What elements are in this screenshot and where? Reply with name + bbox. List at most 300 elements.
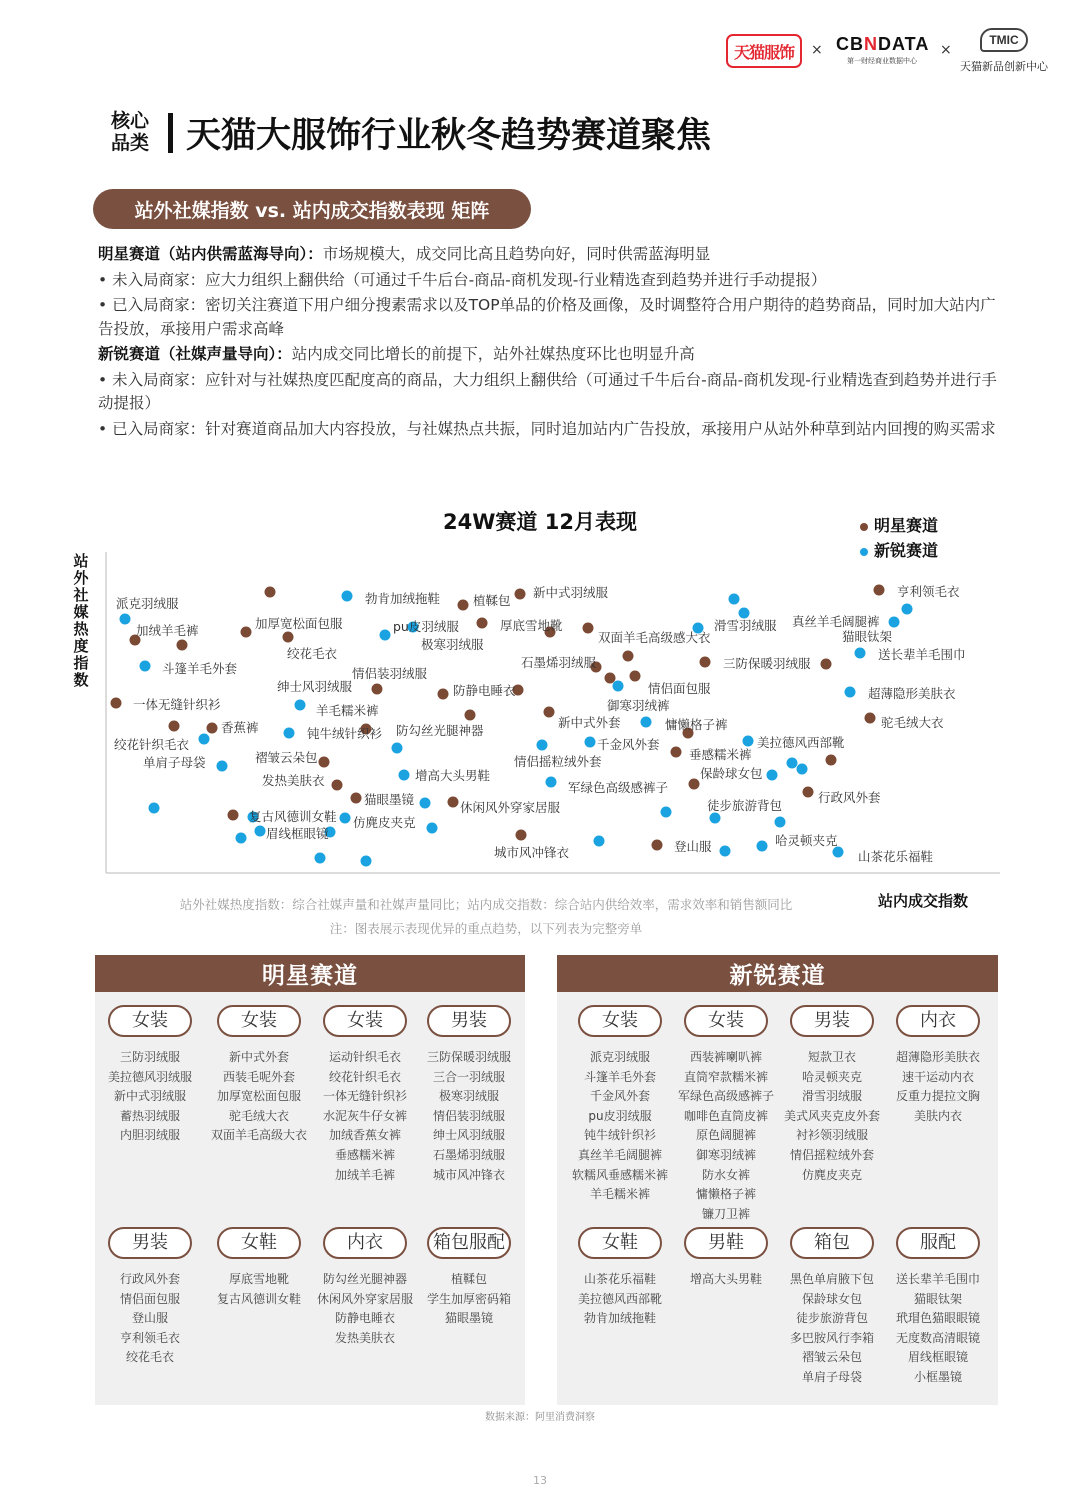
- new-track-panel: [557, 955, 998, 1405]
- list-item: 褶皱云朵包: [801, 1350, 862, 1365]
- separator-x: ×: [940, 42, 952, 58]
- new-track-point: [710, 813, 721, 824]
- cbndata-subtitle: 第一财经商业数据中心: [847, 57, 917, 65]
- list-item: 单肩子母袋: [801, 1369, 862, 1384]
- item-list: [885, 1048, 991, 1126]
- core-label-line2: 品类: [110, 132, 149, 154]
- new-track-desc: [98, 343, 1004, 367]
- new-track-point: [255, 826, 266, 837]
- point-label: 慵懒格子裤: [665, 717, 728, 732]
- category-tag: 箱包: [790, 1227, 874, 1259]
- list-item: 猫眼墨镜: [444, 1311, 493, 1326]
- list-item: 速干运动内衣: [901, 1069, 974, 1084]
- core-label-line1: 核心: [110, 110, 149, 132]
- star-track-point: [821, 659, 832, 670]
- list-item: 双面羊毛高级大衣: [210, 1128, 307, 1143]
- star-track-point: [583, 623, 594, 634]
- list-item: 美式风夹克皮外套: [783, 1108, 880, 1123]
- point-label: 军绿色高级感裤子: [568, 780, 669, 795]
- point-label: 双面羊毛高级感大衣: [598, 630, 711, 645]
- new-track-point: [149, 803, 160, 814]
- star-track-point: [228, 810, 239, 821]
- point-label: 三防保暖羽绒服: [723, 656, 811, 671]
- star-track-point: [465, 710, 476, 721]
- point-label: 猫眼钛架: [842, 629, 893, 644]
- tmall-fashion-logo: 天猫服饰: [726, 34, 802, 68]
- point-label: 垂感糯米裤: [689, 747, 752, 762]
- list-item: 多巴胺风行李箱: [789, 1330, 874, 1345]
- legend-new-label: 新锐赛道: [874, 541, 939, 560]
- list-item: 玳瑁色猫眼眼镜: [895, 1311, 980, 1326]
- list-item: 情侣装羽绒服: [432, 1108, 505, 1123]
- category-tag: 女装: [108, 1005, 192, 1037]
- list-item: 增高大头男鞋: [689, 1272, 762, 1286]
- list-item: 山茶花乐福鞋: [583, 1272, 656, 1286]
- list-item: 运动针织毛衣: [328, 1050, 401, 1064]
- tmic-badge: TMIC: [980, 28, 1028, 52]
- star-track-point: [477, 618, 488, 629]
- category-column: [416, 1227, 522, 1329]
- new-track-point: [217, 761, 228, 772]
- point-label: 滑雪羽绒服: [714, 618, 777, 633]
- list-item: 羊毛糯米裤: [589, 1187, 650, 1202]
- star-track-point: [700, 657, 711, 668]
- list-item: 亨利领毛衣: [119, 1330, 180, 1345]
- list-item: 徒步旅游背包: [795, 1311, 868, 1326]
- list-item: 休闲风外穿家居服: [316, 1291, 413, 1306]
- separator-x: ×: [811, 42, 823, 58]
- new-track-point: [140, 661, 151, 672]
- category-tag: 服配: [896, 1227, 980, 1259]
- point-label: 加厚宽松面包服: [255, 616, 343, 631]
- new-track-point: [902, 604, 913, 615]
- star-track-point: [689, 779, 700, 790]
- list-item: 城市风冲锋衣: [432, 1167, 505, 1182]
- category-column: [416, 1005, 522, 1185]
- item-list: [97, 1048, 203, 1146]
- star-track-point: [448, 797, 459, 808]
- cbn-text-n: N: [864, 34, 878, 54]
- star-track-point: [207, 723, 218, 734]
- list-item: 三合一羽绒服: [432, 1069, 505, 1084]
- page-number: 13: [533, 1474, 547, 1487]
- point-label: 防勾丝光腿神器: [396, 723, 484, 738]
- point-label: 褶皱云朵包: [255, 750, 318, 765]
- list-item: 美拉德风西部靴: [577, 1291, 662, 1306]
- point-label: 绞花毛衣: [287, 646, 338, 661]
- star-track-point: [111, 698, 122, 709]
- list-item: 咖啡色直筒皮裤: [683, 1108, 768, 1123]
- star-track-point: [351, 793, 362, 804]
- item-list: [312, 1048, 418, 1185]
- star-track-point: [319, 757, 330, 768]
- new-track-point: [399, 770, 410, 781]
- point-label: 御寒羽绒裤: [607, 698, 670, 713]
- bullet-item: • 已入局商家：针对赛道商品加大内容投放，与社媒热点共振，同时追加站内广告投放，承接用户从站外种草到站内回搜的购买需求: [98, 419, 996, 438]
- list-item: 情侣摇粒绒外套: [789, 1147, 874, 1162]
- cbn-text-b: DATA: [878, 34, 930, 54]
- new-track-point: [546, 777, 557, 788]
- category-tag: 女装: [578, 1005, 662, 1037]
- list-item: 情侣面包服: [119, 1291, 180, 1306]
- point-label: 新中式羽绒服: [533, 585, 609, 600]
- list-item: 美肤内衣: [913, 1108, 962, 1123]
- new-track-point: [420, 798, 431, 809]
- legend-star-label: 明星赛道: [874, 516, 939, 535]
- category-column: [567, 1005, 673, 1205]
- list-item: 学生加厚密码箱: [426, 1291, 511, 1306]
- category-tag: 女鞋: [217, 1227, 301, 1259]
- list-item: 加绒香蕉女裤: [328, 1128, 401, 1143]
- category-tag: 男鞋: [684, 1227, 768, 1259]
- list-item: 哈灵顿夹克: [801, 1069, 862, 1084]
- new-track-point: [120, 614, 131, 625]
- category-column: [312, 1227, 418, 1348]
- point-label: 石墨烯羽绒服: [521, 655, 597, 670]
- star-track-point: [372, 684, 383, 695]
- star-track-point: [332, 780, 343, 791]
- point-label: 哈灵顿夹克: [775, 833, 838, 848]
- list-item: 绞花针织毛衣: [328, 1069, 401, 1084]
- star-track-desc: [98, 243, 1004, 267]
- new-track-point: [315, 853, 326, 864]
- new-track-title: 新锐赛道: [557, 955, 998, 992]
- point-label: 眉线框眼镜: [266, 826, 329, 841]
- list-item: 原色阔腿裤: [695, 1128, 756, 1143]
- category-tag: 内衣: [896, 1005, 980, 1037]
- point-label: 植鞣包: [473, 593, 511, 608]
- list-item: 小框墨镜: [913, 1369, 962, 1384]
- point-label: 保龄球女包: [700, 766, 763, 781]
- category-tag: 男装: [108, 1227, 192, 1259]
- list-item: 派克羽绒服: [589, 1050, 650, 1064]
- item-list: [206, 1048, 312, 1146]
- category-column: [206, 1227, 312, 1309]
- list-item: 三防保暖羽绒服: [426, 1050, 511, 1064]
- list-item: 真丝羊毛阔腿裤: [577, 1147, 662, 1162]
- list-item: 滑雪羽绒服: [801, 1089, 862, 1104]
- point-label: 驼毛绒大衣: [881, 715, 944, 730]
- star-track-point: [544, 707, 555, 718]
- item-list: [312, 1270, 418, 1348]
- star-track-heading: 明星赛道（站内供需蓝海导向）：: [98, 245, 323, 263]
- star-track-point: [826, 755, 837, 766]
- point-label: 猫眼墨镜: [364, 792, 415, 807]
- list-item: 防勾丝光腿神器: [322, 1272, 407, 1286]
- new-track-point: [199, 734, 210, 745]
- point-label: 勃肯加绒拖鞋: [365, 591, 441, 606]
- chart-title: 24W赛道 12月表现: [443, 510, 637, 534]
- list-item: 无度数高清眼镜: [895, 1330, 980, 1345]
- data-source: 数据来源：阿里消费洞察: [485, 1412, 595, 1423]
- item-list: [416, 1048, 522, 1185]
- title-divider: [168, 113, 173, 153]
- point-label: 发热美肤衣: [262, 773, 325, 788]
- point-label: 派克羽绒服: [116, 596, 179, 611]
- list-item: 新中式羽绒服: [113, 1089, 186, 1104]
- item-list: [885, 1270, 991, 1388]
- new-track-point: [855, 648, 866, 659]
- list-item: 慵懒格子裤: [695, 1187, 756, 1202]
- point-label: 极寒羽绒服: [421, 637, 484, 652]
- star-track-point: [652, 840, 663, 851]
- new-track-point: [427, 823, 438, 834]
- star-track-point: [865, 713, 876, 724]
- item-list: [673, 1048, 779, 1224]
- star-track-point: [630, 671, 641, 682]
- new-track-point: [787, 758, 798, 769]
- star-track-point: [283, 632, 294, 643]
- star-track-panel: [95, 955, 525, 1405]
- new-track-point: [284, 728, 295, 739]
- list-item: 直筒窄款糯米裤: [683, 1069, 768, 1084]
- new-track-point: [585, 737, 596, 748]
- chart-labels: [114, 584, 966, 864]
- core-category-label: [104, 110, 156, 154]
- list-item: 复古风德训女鞋: [216, 1291, 301, 1306]
- star-track-summary: 市场规模大，成交同比高且趋势向好，同时供需蓝海明显: [322, 245, 711, 263]
- new-track-point: [739, 608, 750, 619]
- tmic-logo: [958, 28, 1050, 74]
- list-item: 蓄热羽绒服: [119, 1108, 180, 1123]
- section-pill: 站外社媒指数 vs. 站内成交指数表现 矩阵: [93, 189, 531, 229]
- description-text: [98, 243, 1004, 443]
- new-track-point: [661, 807, 672, 818]
- new-track-point: [594, 836, 605, 847]
- point-label: 美拉德风西部靴: [757, 735, 845, 750]
- point-label: pu皮羽绒服: [393, 619, 459, 634]
- new-track-point: [797, 764, 808, 775]
- point-label: 千金风外套: [597, 737, 660, 752]
- list-item: 镰刀卫裤: [701, 1206, 750, 1221]
- star-track-point: [671, 747, 682, 758]
- point-label: 新中式外套: [558, 715, 621, 730]
- category-tag: 箱包服配: [427, 1227, 511, 1259]
- category-tag: 女鞋: [578, 1227, 662, 1259]
- list-item: 短款卫衣: [807, 1050, 856, 1064]
- item-list: [567, 1270, 673, 1329]
- list-item: 斗篷羊毛外套: [583, 1069, 656, 1084]
- x-axis-label: 站内成交指数: [878, 892, 969, 910]
- new-track-point: [889, 617, 900, 628]
- new-track-point: [641, 717, 652, 728]
- point-label: 亨利领毛衣: [897, 584, 960, 599]
- point-label: 增高大头男鞋: [415, 768, 491, 783]
- new-track-point: [380, 630, 391, 641]
- item-list: [673, 1270, 779, 1290]
- new-track-point: [757, 841, 768, 852]
- star-track-point: [803, 787, 814, 798]
- point-label: 单肩子母袋: [143, 755, 206, 770]
- point-label: 钝牛绒针织衫: [307, 726, 383, 741]
- list-item: 加厚宽松面包服: [216, 1089, 301, 1104]
- list-item: 西装毛呢外套: [222, 1069, 295, 1084]
- category-tag: 内衣: [323, 1227, 407, 1259]
- item-list: [206, 1270, 312, 1309]
- new-track-point: [295, 700, 306, 711]
- point-label: 绅士风羽绒服: [277, 679, 353, 694]
- star-track-point: [169, 721, 180, 732]
- item-list: [779, 1270, 885, 1388]
- point-label: 复古风德训女鞋: [249, 809, 337, 824]
- list-item: 御寒羽绒裤: [695, 1147, 756, 1162]
- new-track-point: [720, 846, 731, 857]
- list-item: 仿麂皮夹克: [801, 1167, 862, 1182]
- list-item: 西装裤喇叭裤: [689, 1050, 762, 1064]
- category-column: [567, 1227, 673, 1329]
- bullet-item: • 未入局商家：应大力组织上翻供给（可通过千牛后台-商品-商机发现-行业精选查到趋势并进行手动提报）: [98, 270, 827, 289]
- category-column: [97, 1005, 203, 1146]
- new-track-heading: 新锐赛道（社媒声量导向）：: [98, 345, 292, 363]
- star-track-point: [874, 585, 885, 596]
- star-track-point: [177, 640, 188, 651]
- star-track-point: [516, 830, 527, 841]
- list-item: 水泥灰牛仔女裤: [322, 1108, 407, 1123]
- point-label: 仿麂皮夹克: [353, 815, 416, 830]
- list-item: 驼毛绒大衣: [228, 1108, 289, 1123]
- new-track-point: [833, 847, 844, 858]
- new-track-point: [236, 833, 247, 844]
- point-label: 防静电睡衣: [453, 683, 516, 698]
- point-label: 超薄隐形美肤衣: [868, 686, 956, 701]
- point-label: 送长辈羊毛围巾: [878, 647, 966, 662]
- bullet-item: • 未入局商家：应针对与社媒热度匹配度高的商品，大力组织上翻供给（可通过千牛后台-商品-商机发现-行业精选查到趋势并进行手动提报）: [98, 370, 997, 412]
- category-tag: 男装: [427, 1005, 511, 1037]
- list-item: 石墨烯羽绒服: [432, 1147, 505, 1162]
- new-track-point: [342, 591, 353, 602]
- list-item: 内胆羽绒服: [119, 1128, 180, 1143]
- list-item: 眉线框眼镜: [907, 1350, 968, 1365]
- point-label: 城市风冲锋衣: [494, 845, 570, 860]
- category-tag: 女装: [684, 1005, 768, 1037]
- star-track-title: 明星赛道: [95, 955, 525, 992]
- category-column: [885, 1005, 991, 1126]
- star-track-point: [623, 651, 634, 662]
- new-track-point: [361, 856, 372, 867]
- cbndata-logo: [836, 34, 928, 66]
- list-item: 植鞣包: [450, 1272, 487, 1286]
- list-item: 反重力提拉文胸: [895, 1089, 980, 1104]
- list-item: 猫眼钛架: [913, 1291, 962, 1306]
- star-track-point: [438, 689, 449, 700]
- new-track-summary: 站内成交同比增长的前提下，站外社媒热度环比也明显升高: [291, 345, 695, 363]
- point-label: 羊毛糯米裤: [316, 703, 379, 718]
- list-item: 美拉德风羽绒服: [107, 1069, 192, 1084]
- new-track-point: [340, 813, 351, 824]
- point-label: 山茶花乐福鞋: [858, 849, 934, 864]
- list-item: 钝牛绒针织衫: [583, 1128, 656, 1143]
- list-item: 绞花毛衣: [125, 1350, 174, 1365]
- point-label: 情侣摇粒绒外套: [514, 754, 602, 769]
- item-list: [567, 1048, 673, 1205]
- list-item: 衬衫领羽绒服: [795, 1128, 868, 1143]
- list-item: 送长辈羊毛围巾: [895, 1272, 980, 1286]
- point-label: 情侣面包服: [648, 681, 711, 696]
- point-label: 香蕉裤: [221, 720, 259, 735]
- y-axis-label: 站外社媒热度指数: [73, 552, 89, 689]
- bullet-item: • 已入局商家：密切关注赛道下用户细分搜素需求以及TOP单品的价格及画像，及时调整符合用户期待的趋势商品，同时加大站内广告投放，承接用户需求高峰: [98, 296, 996, 338]
- category-column: [97, 1227, 203, 1368]
- item-list: [416, 1270, 522, 1329]
- point-label: 厚底雪地靴: [500, 618, 563, 633]
- point-label: 斗篷羊毛外套: [162, 661, 238, 676]
- category-tag: 女装: [323, 1005, 407, 1037]
- list-item: 发热美肤衣: [334, 1330, 395, 1345]
- star-track-point: [241, 627, 252, 638]
- tmic-subtitle: 天猫新品创新中心: [960, 60, 1048, 73]
- category-column: [779, 1227, 885, 1388]
- point-label: 加绒羊毛裤: [136, 623, 199, 638]
- star-track-point: [605, 673, 616, 684]
- category-tag: 男装: [790, 1005, 874, 1037]
- list-item: pu皮羽绒服: [588, 1108, 652, 1123]
- point-label: 绞花针织毛衣: [114, 737, 190, 752]
- scatter-chart: [0, 500, 1080, 920]
- new-track-point: [613, 681, 624, 692]
- category-column: [673, 1005, 779, 1224]
- category-column: [206, 1005, 312, 1146]
- list-item: 软糯风垂感糯米裤: [571, 1167, 668, 1182]
- list-item: 登山服: [131, 1311, 168, 1326]
- list-item: 勃肯加绒拖鞋: [583, 1311, 656, 1326]
- page-title: 天猫大服饰行业秋冬趋势赛道聚焦: [186, 116, 712, 156]
- item-list: [97, 1270, 203, 1368]
- star-track-point: [515, 589, 526, 600]
- list-item: 行政风外套: [119, 1272, 180, 1286]
- point-label: 徒步旅游背包: [707, 798, 783, 813]
- list-item: 超薄隐形美肤衣: [895, 1050, 980, 1064]
- list-item: 防水女裤: [701, 1167, 750, 1182]
- new-track-point: [743, 736, 754, 747]
- list-item: 垂感糯米裤: [334, 1147, 395, 1162]
- new-track-point: [845, 687, 856, 698]
- item-list: [779, 1048, 885, 1185]
- new-track-point: [775, 817, 786, 828]
- point-label: 真丝羊毛阔腿裤: [792, 614, 880, 629]
- list-item: 防静电睡衣: [334, 1311, 395, 1326]
- point-label: 情侣装羽绒服: [352, 666, 428, 681]
- chart-footnote: 站外社媒热度指数：综合社媒声量和社媒声量同比；站内成交指数：综合站内供给效率，需求效率和销售额同比: [179, 897, 793, 912]
- chart-note: 注：图表展示表现优异的重点趋势，以下列表为完整旁单: [329, 921, 643, 936]
- list-item: 加绒羊毛裤: [334, 1167, 395, 1182]
- list-item: 黑色单肩腋下包: [789, 1272, 874, 1286]
- point-label: 休闲风外穿家居服: [460, 800, 561, 815]
- category-tag: 女装: [217, 1005, 301, 1037]
- category-column: [673, 1227, 779, 1290]
- category-column: [779, 1005, 885, 1185]
- new-track-point: [392, 743, 403, 754]
- list-item: 军绿色高级感裤子: [677, 1089, 774, 1104]
- list-item: 厚底雪地靴: [228, 1272, 289, 1286]
- category-column: [312, 1005, 418, 1185]
- point-label: 行政风外套: [818, 790, 881, 805]
- category-column: [885, 1227, 991, 1388]
- list-item: 一体无缝针织衫: [322, 1089, 407, 1104]
- list-item: 新中式外套: [228, 1050, 289, 1064]
- list-item: 绅士风羽绒服: [432, 1128, 505, 1143]
- point-label: 一体无缝针织衫: [133, 697, 221, 712]
- star-track-point: [458, 600, 469, 611]
- point-label: 登山服: [674, 839, 712, 854]
- new-track-point: [767, 770, 778, 781]
- list-item: 保龄球女包: [801, 1291, 862, 1306]
- list-item: 千金风外套: [589, 1089, 650, 1104]
- list-item: 三防羽绒服: [119, 1050, 180, 1064]
- list-item: 极寒羽绒服: [438, 1089, 499, 1104]
- star-track-point: [265, 587, 276, 598]
- cbn-text-a: CB: [836, 34, 864, 54]
- new-track-point: [537, 740, 548, 751]
